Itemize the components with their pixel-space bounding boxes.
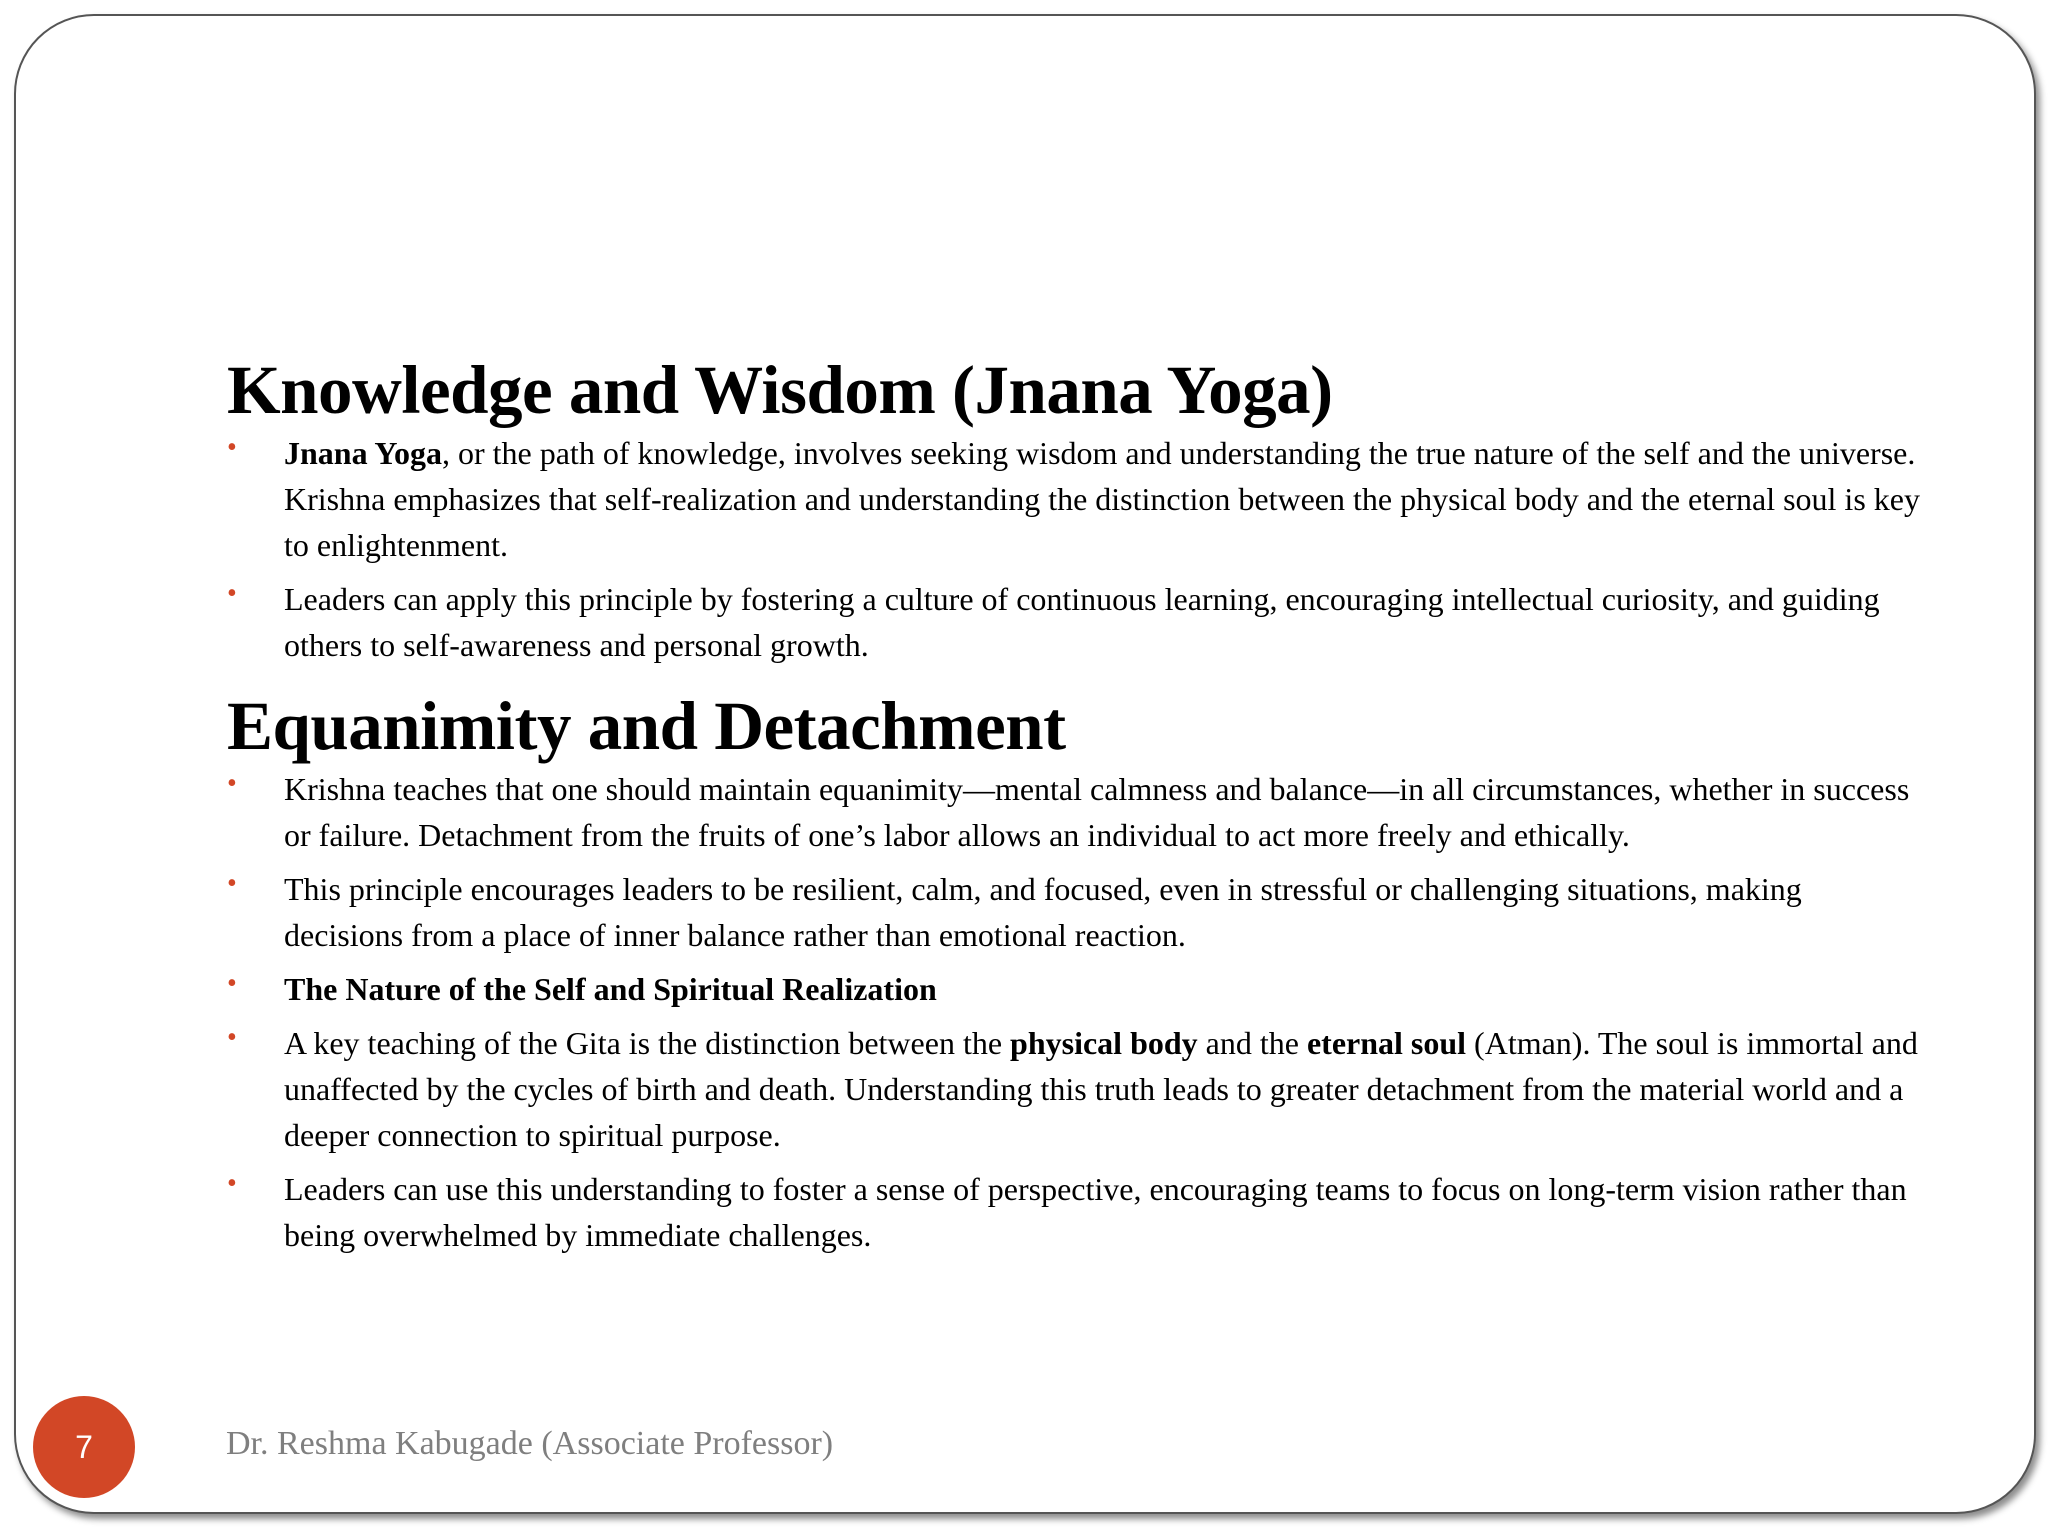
bullet-item xyxy=(227,1020,1927,1158)
bullet-dot-icon: • xyxy=(227,1168,237,1199)
bullet-text: This principle encourages leaders to be resilient, calm, and focused, even in stressful or challenging situations, making decisions from a place of inner balance rather than emotional reaction. xyxy=(284,871,1802,953)
section-title-equanimity-detachment: Equanimity and Detachment xyxy=(227,688,1066,764)
bullet-item xyxy=(227,866,1927,958)
bullet-item xyxy=(227,966,1927,1012)
bullet-item xyxy=(227,430,1927,568)
bullet-text: (Atman). The soul is immortal and unaffected by the cycles of birth and death. Understanding this truth leads to greater detachment from the material world and a deeper connection to spiritual purpose. xyxy=(284,1025,1918,1153)
bullet-dot-icon: • xyxy=(227,768,237,799)
bullet-text: Krishna teaches that one should maintain equanimity—mental calmness and balance—in all circumstances, whether in success or failure. Detachment from the fruits of one’s labor allows an individual to act more freely and ethically. xyxy=(284,771,1910,853)
bullet-item xyxy=(227,576,1927,668)
bullet-text: Leaders can apply this principle by fostering a culture of continuous learning, encouraging intellectual curiosity, and guiding others to self-awareness and personal growth. xyxy=(284,581,1880,663)
bullet-bold-term: Jnana Yoga xyxy=(284,435,442,471)
slide-content xyxy=(227,350,1927,1258)
bullet-list-equanimity-detachment xyxy=(227,766,1927,1258)
footer-author: Dr. Reshma Kabugade (Associate Professor) xyxy=(226,1425,834,1462)
bullet-text: and the xyxy=(1197,1025,1307,1061)
bullet-text: , or the path of knowledge, involves seeking wisdom and understanding the true nature of the self and the universe. Krishna emphasizes that self-realization and understanding the distinction between the physical body and the eternal soul is key to enlightenment. xyxy=(284,435,1920,563)
section-title-knowledge-wisdom: Knowledge and Wisdom (Jnana Yoga) xyxy=(227,352,1333,428)
bullet-text: Leaders can use this understanding to foster a sense of perspective, encouraging teams to focus on long-term vision rather than being overwhelmed by immediate challenges. xyxy=(284,1171,1907,1253)
bullet-item xyxy=(227,766,1927,858)
bullet-bold-term: physical body xyxy=(1010,1025,1198,1061)
bullet-subheading: The Nature of the Self and Spiritual Realization xyxy=(284,971,937,1007)
bullet-text: A key teaching of the Gita is the distinction between the xyxy=(284,1025,1011,1061)
bullet-dot-icon: • xyxy=(227,432,237,463)
bullet-list-knowledge-wisdom xyxy=(227,430,1927,668)
bullet-dot-icon: • xyxy=(227,968,237,999)
bullet-dot-icon: • xyxy=(227,868,237,899)
bullet-dot-icon: • xyxy=(227,1022,237,1053)
page-number-badge: 7 xyxy=(33,1396,135,1498)
bullet-item xyxy=(227,1166,1927,1258)
bullet-dot-icon: • xyxy=(227,578,237,609)
bullet-bold-term: eternal soul xyxy=(1306,1025,1467,1061)
